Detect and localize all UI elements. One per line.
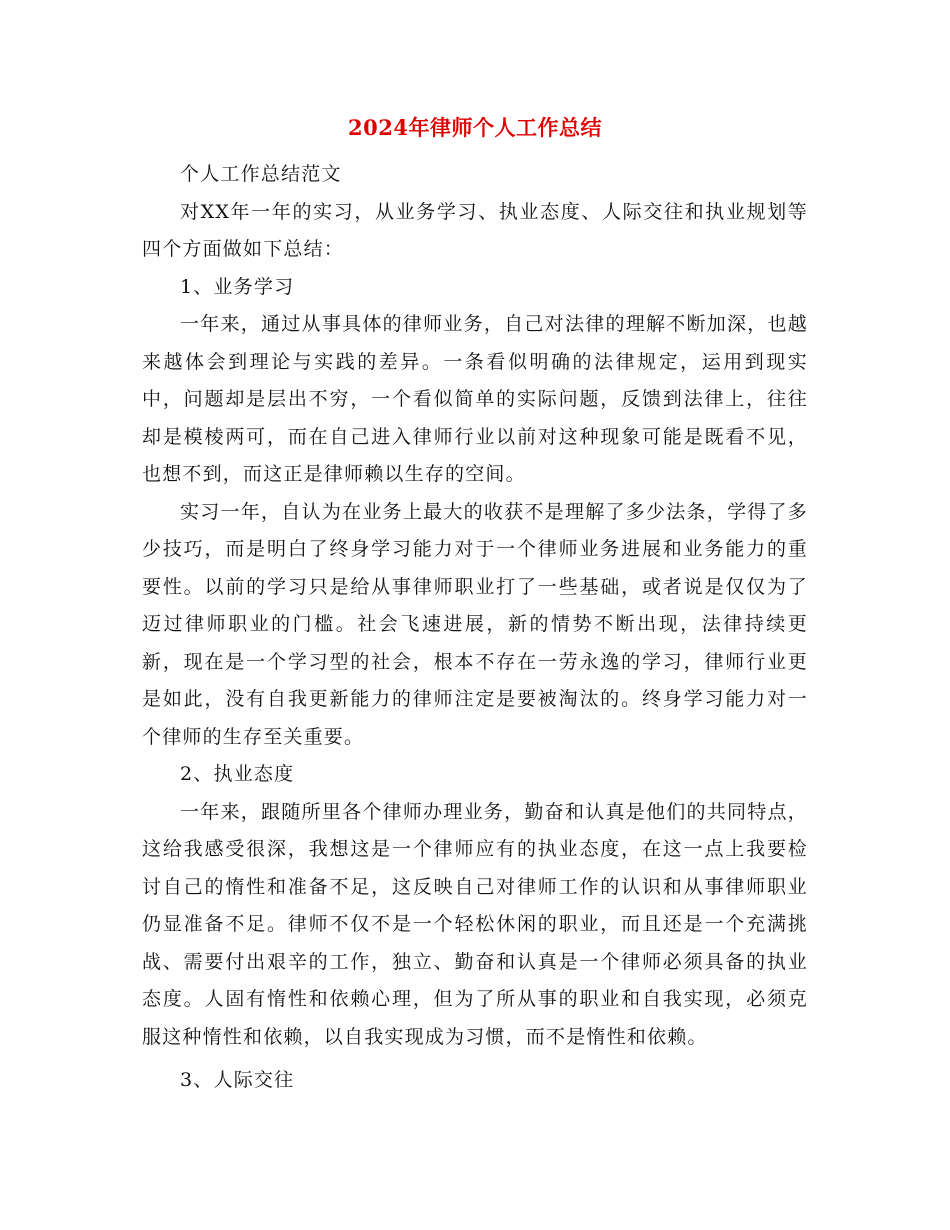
paragraph-business-study-2: 实习一年，自认为在业务上最大的收获不是理解了多少法条，学得了多少技巧，而是明白了终身学习能力对于一个律师业务进展和业务能力的重要性。以前的学习只是给从事律师职业打了一些基础，或者说是仅仅为了迈过律师职业的门槛。社会飞速进展，新的情势不断出现，法律持续更新，现在是一个学习型的社会，根本不存在一劳永逸的学习，律师行业更是如此，没有自我更新能力的律师注定是要被淘汰的。终身学习能力对一个律师的生存至关重要。 [142, 500, 808, 748]
section-heading-practice-attitude: 2、执业态度 [180, 763, 295, 785]
paragraph-business-study-1: 一年来，通过从事具体的律师业务，自己对法律的理解不断加深，也越来越体会到理论与实践的差异。一条看似明确的法律规定，运用到现实中，问题却是层出不穷，一个看似简单的实际问题，反馈到法律上，往往却是模棱两可，而在自己进入律师行业以前对这种现象可能是既看不见，也想不到，而这正是律师赖以生存的空间。 [142, 313, 808, 485]
section-heading-business-study: 1、业务学习 [180, 275, 295, 298]
paragraph-intro-label: 个人工作总结范文 [180, 163, 342, 185]
document-title: 2024年律师个人工作总结 [348, 115, 602, 140]
paragraph-practice-attitude: 一年来，跟随所里各个律师办理业务，勤奋和认真是他们的共同特点，这给我感受很深，我想这是一个律师应有的执业态度，在这一点上我要检讨自己的惰性和准备不足，这反映自己对律师工作的认识和从事律师职业仍显准备不足。律师不仅不是一个轻松休闲的职业，而且还是一个充满挑战、需要付出艰辛的工作，独立、勤奋和认真是一个律师必须具备的执业态度。人固有惰性和依赖心理，但为了所从事的职业和自我实现，必须克服这种惰性和依赖，以自我实现成为习惯，而不是惰性和依赖。 [142, 800, 808, 1048]
section-heading-interpersonal: 3、人际交往 [180, 1069, 295, 1091]
paragraph-overview: 对XX年一年的实习，从业务学习、执业态度、人际交往和执业规划等四个方面做如下总结： [142, 200, 808, 260]
document-body [142, 156, 808, 1100]
